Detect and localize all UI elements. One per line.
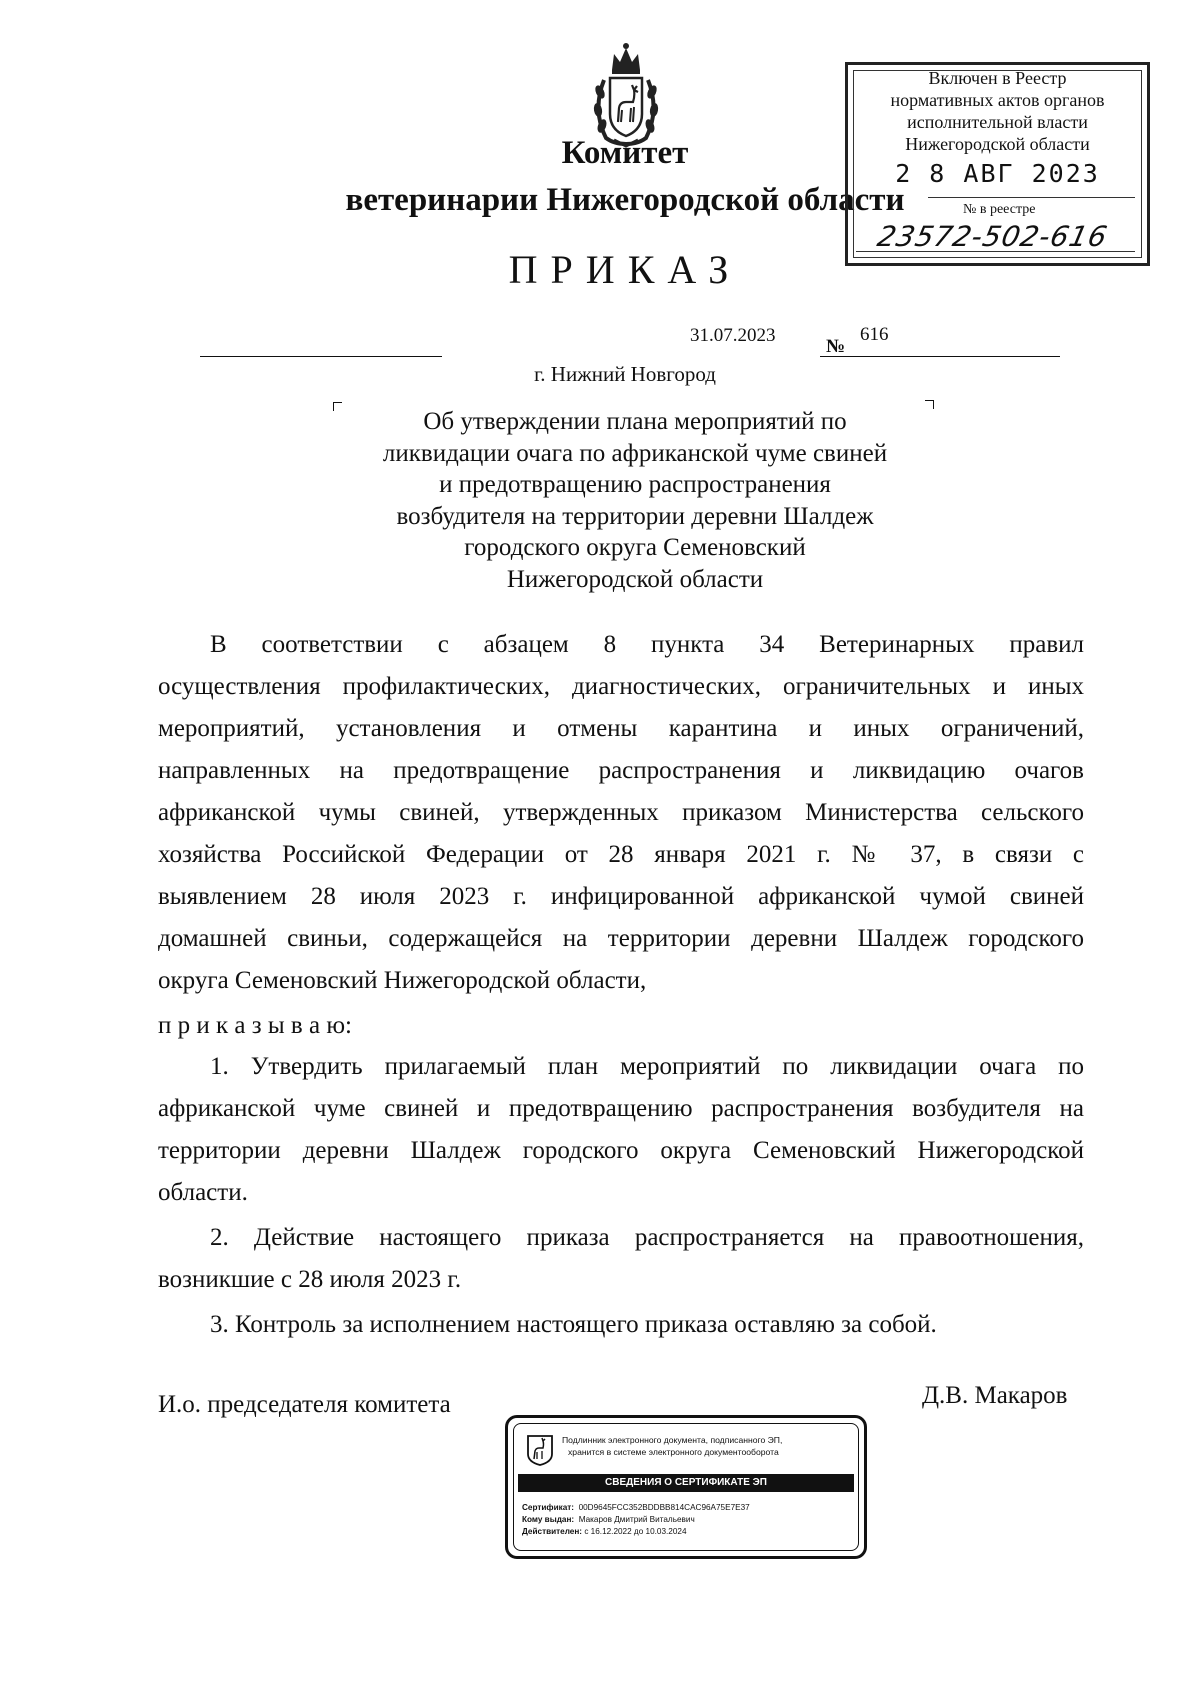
preamble-line: выявлением 28 июля 2023 г. инфицированной африканской чумой свиней [158,883,1084,910]
document-type-title: ПРИКАЗ [508,247,742,292]
preamble-line: домашней свиньи, содержащейся на территории деревни Шалдеж городского [158,925,1084,952]
electronic-signature-stamp [505,1415,867,1559]
organization-name-line1: Комитет [561,135,689,171]
esig-valid-value: с 16.12.2022 до 10.03.2024 [584,1527,687,1536]
document-date: 31.07.2023 [690,325,776,346]
subject-line: и предотвращению распространения [439,471,831,498]
subject-line: ликвидации очага по африканской чуме свиней [382,439,888,467]
esig-certificate-band: СВЕДЕНИЯ О СЕРТИФИКАТЕ ЭП [518,1474,854,1492]
number-sign: № [826,336,846,357]
registry-stamp-rule [856,251,1135,252]
order-item-1-line: африканской чуме свиней и предотвращению распространения возбудителя на [158,1095,1084,1122]
registry-stamp-line1: Включен в Реестр [928,68,1067,88]
esig-issued-row [522,1514,695,1525]
preamble-line: мероприятий, установления и отмены карантина и иных ограничений, [158,715,1084,742]
preamble-line: африканской чумы свиней, утвержденных приказом Министерства сельского [158,799,1084,826]
preamble-line: округа Семеновский Нижегородской области, [158,967,647,994]
registry-number-handwritten: 23572-502-616 [874,220,1111,253]
preamble-line: осуществления профилактических, диагностических, ограничительных и иных [158,673,1084,700]
order-item-2-line: 2. Действие настоящего приказа распространяется на правоотношения, [210,1224,1084,1251]
order-item-1-line: территории деревни Шалдеж городского округа Семеновский Нижегородской [158,1137,1084,1164]
registry-stamp-date: 2 8 АВГ 2023 [895,159,1100,188]
order-item-1-line: области. [158,1179,248,1206]
signatory-name: Д.В. Макаров [922,1382,1068,1409]
subject-line: Нижегородской области [506,565,764,593]
order-item-2-line: возникшие с 28 июля 2023 г. [158,1266,462,1293]
number-underline [820,356,1060,357]
subject-line: городского округа Семеновский [464,534,806,561]
order-item-1-line: 1. Утвердить прилагаемый план мероприятий по ликвидации очага по [210,1053,1084,1080]
esig-certificate-label: Сертификат: [522,1503,574,1512]
order-item-3: 3. Контроль за исполнением настоящего приказа оставляю за собой. [210,1311,937,1338]
preamble-line: В соответствии с абзацем 8 пункта 34 Ветеринарных правил [210,631,1084,658]
region-emblem-icon [526,1432,554,1466]
registry-stamp-line2: нормативных актов органов [890,90,1105,110]
registry-stamp-line3: исполнительной власти [907,112,1088,132]
esig-issued-value: Макаров Дмитрий Витальевич [578,1515,695,1524]
esig-issued-label: Кому выдан: [522,1515,575,1524]
document-city: г. Нижний Новгород [534,362,716,386]
document-subject [330,406,940,595]
registry-stamp-rule [928,197,1135,198]
date-underline [200,356,442,357]
subject-line: Об утверждении плана мероприятий по [423,408,847,435]
esig-certificate-value: 00D9645FCC352BDDBB814CAC96A75E7E37 [578,1503,750,1512]
signatory-position: И.о. председателя комитета [158,1391,451,1418]
esig-caption-line2: хранится в системе электронного документооборота [568,1447,779,1457]
subject-line: возбудителя на территории деревни Шалдеж [396,502,874,530]
order-word: п р и к а з ы в а ю: [158,1012,352,1039]
registry-stamp [845,62,1150,266]
preamble-line: хозяйства Российской Федерации от 28 января 2021 г. № 37, в связи с [158,841,1084,868]
registry-number-label: № в реестре [963,202,1036,217]
registry-stamp-line4: Нижегородской области [905,134,1090,154]
esig-valid-row [522,1526,687,1537]
preamble-line: направленных на предотвращение распространения и ликвидацию очагов [158,757,1084,784]
esig-valid-label: Действителен: [522,1527,583,1536]
esig-certificate-row [522,1502,750,1513]
document-number: 616 [860,324,889,345]
organization-name-line2: ветеринарии Нижегородской области [345,182,905,218]
esig-caption-line1: Подлинник электронного документа, подписанного ЭП, [562,1435,783,1445]
